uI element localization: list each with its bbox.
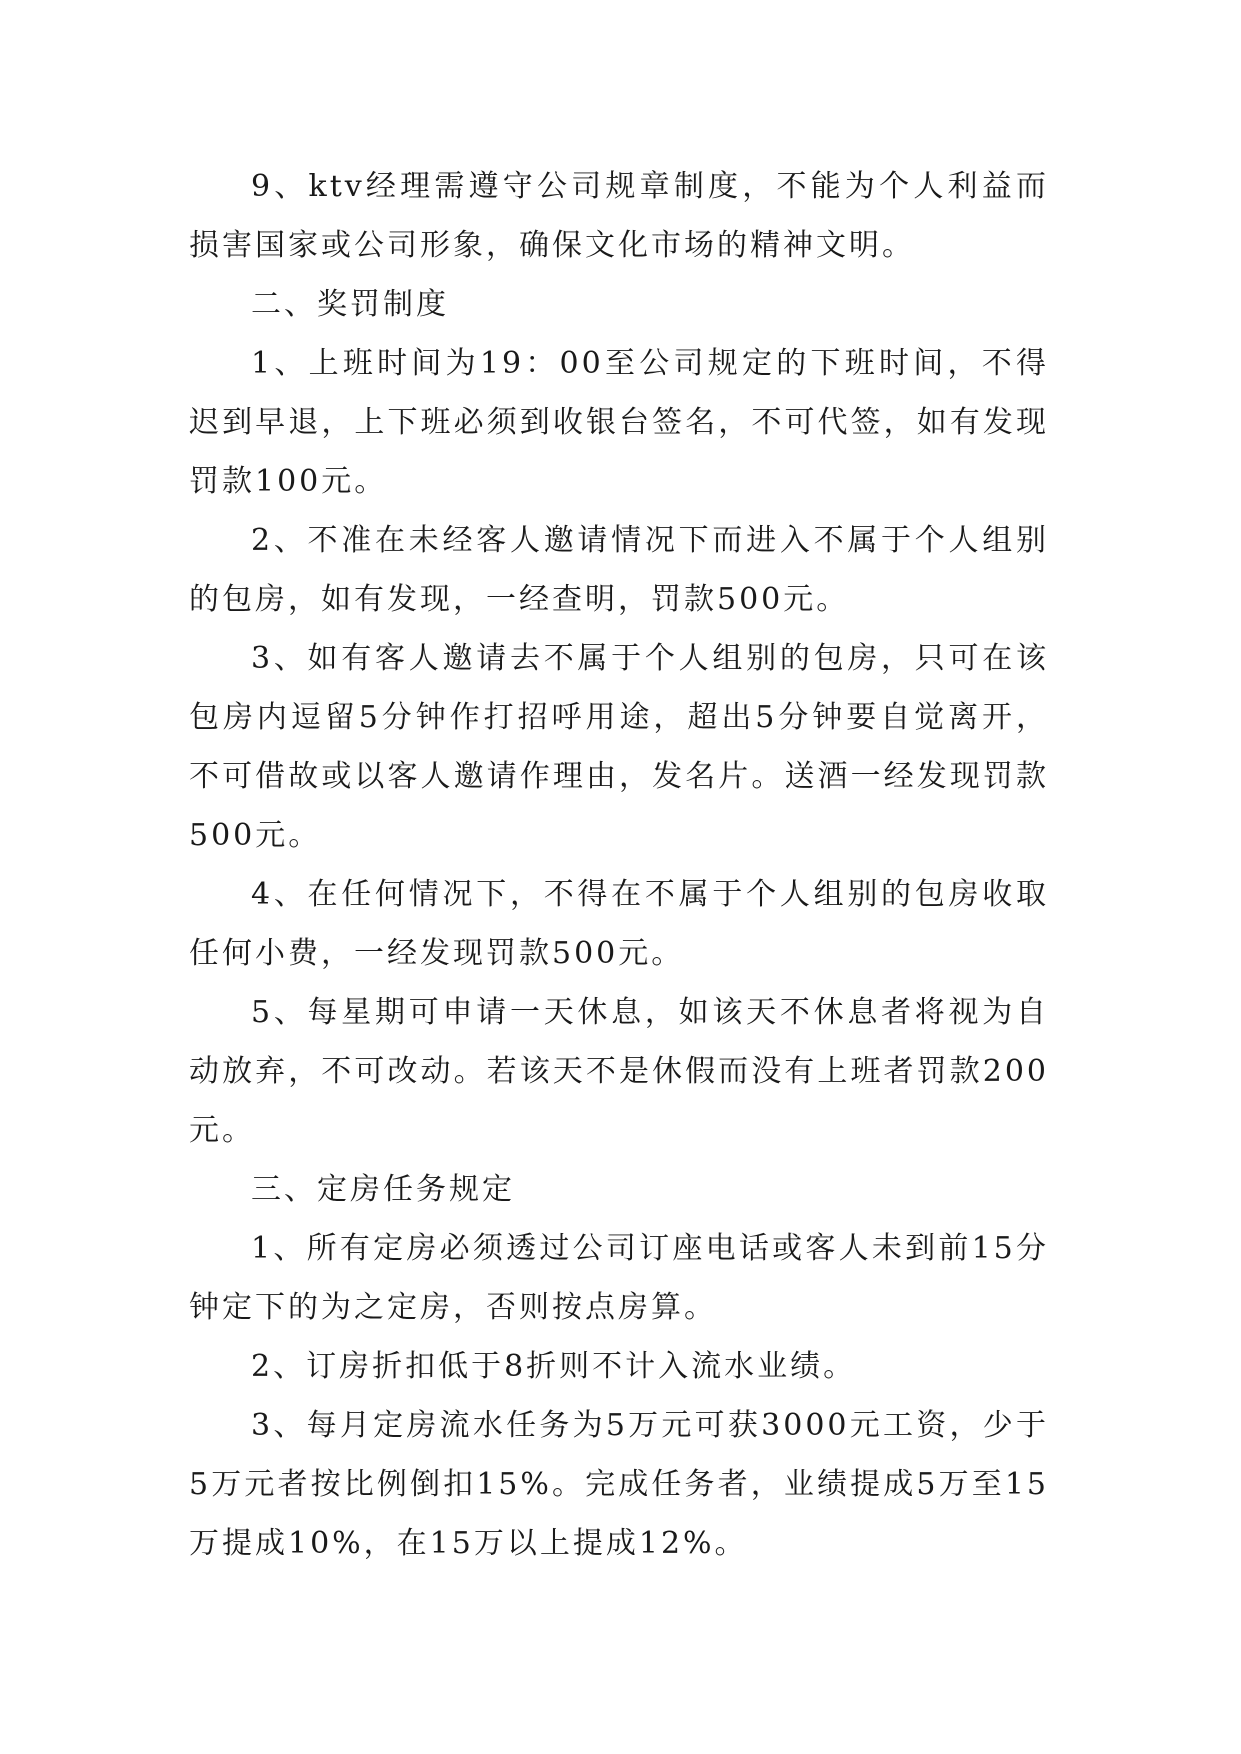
paragraph-penalty-3: 3、如有客人邀请去不属于个人组别的包房，只可在该包房内逗留5分钟作打招呼用途，超出5分钟要自觉离开，不可借故或以客人邀请作理由，发名片。送酒一经发现罚款500元。	[189, 641, 1049, 853]
document-body	[189, 157, 1049, 1573]
paragraph-booking-2: 2、订房折扣低于8折则不计入流水业绩。	[251, 1349, 857, 1384]
paragraph-penalty-2: 2、不准在未经客人邀请情况下而进入不属于个人组别的包房，如有发现，一经查明，罚款500元。	[189, 523, 1049, 617]
paragraph-penalty-1: 1、上班时间为19：00至公司规定的下班时间，不得迟到早退，上下班必须到收银台签名，不可代签，如有发现罚款100元。	[189, 346, 1049, 499]
paragraph-booking-1: 1、所有定房必须透过公司订座电话或客人未到前15分钟定下的为之定房，否则按点房算。	[189, 1231, 1049, 1325]
paragraph-penalty-4: 4、在任何情况下，不得在不属于个人组别的包房收取任何小费，一经发现罚款500元。	[189, 877, 1049, 971]
paragraph-manager-rule-9: 9、ktv经理需遵守公司规章制度，不能为个人利益而损害国家或公司形象，确保文化市场的精神文明。	[189, 169, 1049, 263]
paragraph-booking-3: 3、每月定房流水任务为5万元可获3000元工资，少于5万元者按比例倒扣15%。完成任务者，业绩提成5万至15万提成10%，在15万以上提成12%。	[189, 1408, 1049, 1561]
paragraph-penalty-5: 5、每星期可申请一天休息，如该天不休息者将视为自动放弃，不可改动。若该天不是休假而没有上班者罚款200元。	[189, 995, 1049, 1148]
section-heading-rewards-penalties: 二、奖罚制度	[251, 287, 449, 322]
section-heading-booking-tasks: 三、定房任务规定	[251, 1172, 515, 1207]
